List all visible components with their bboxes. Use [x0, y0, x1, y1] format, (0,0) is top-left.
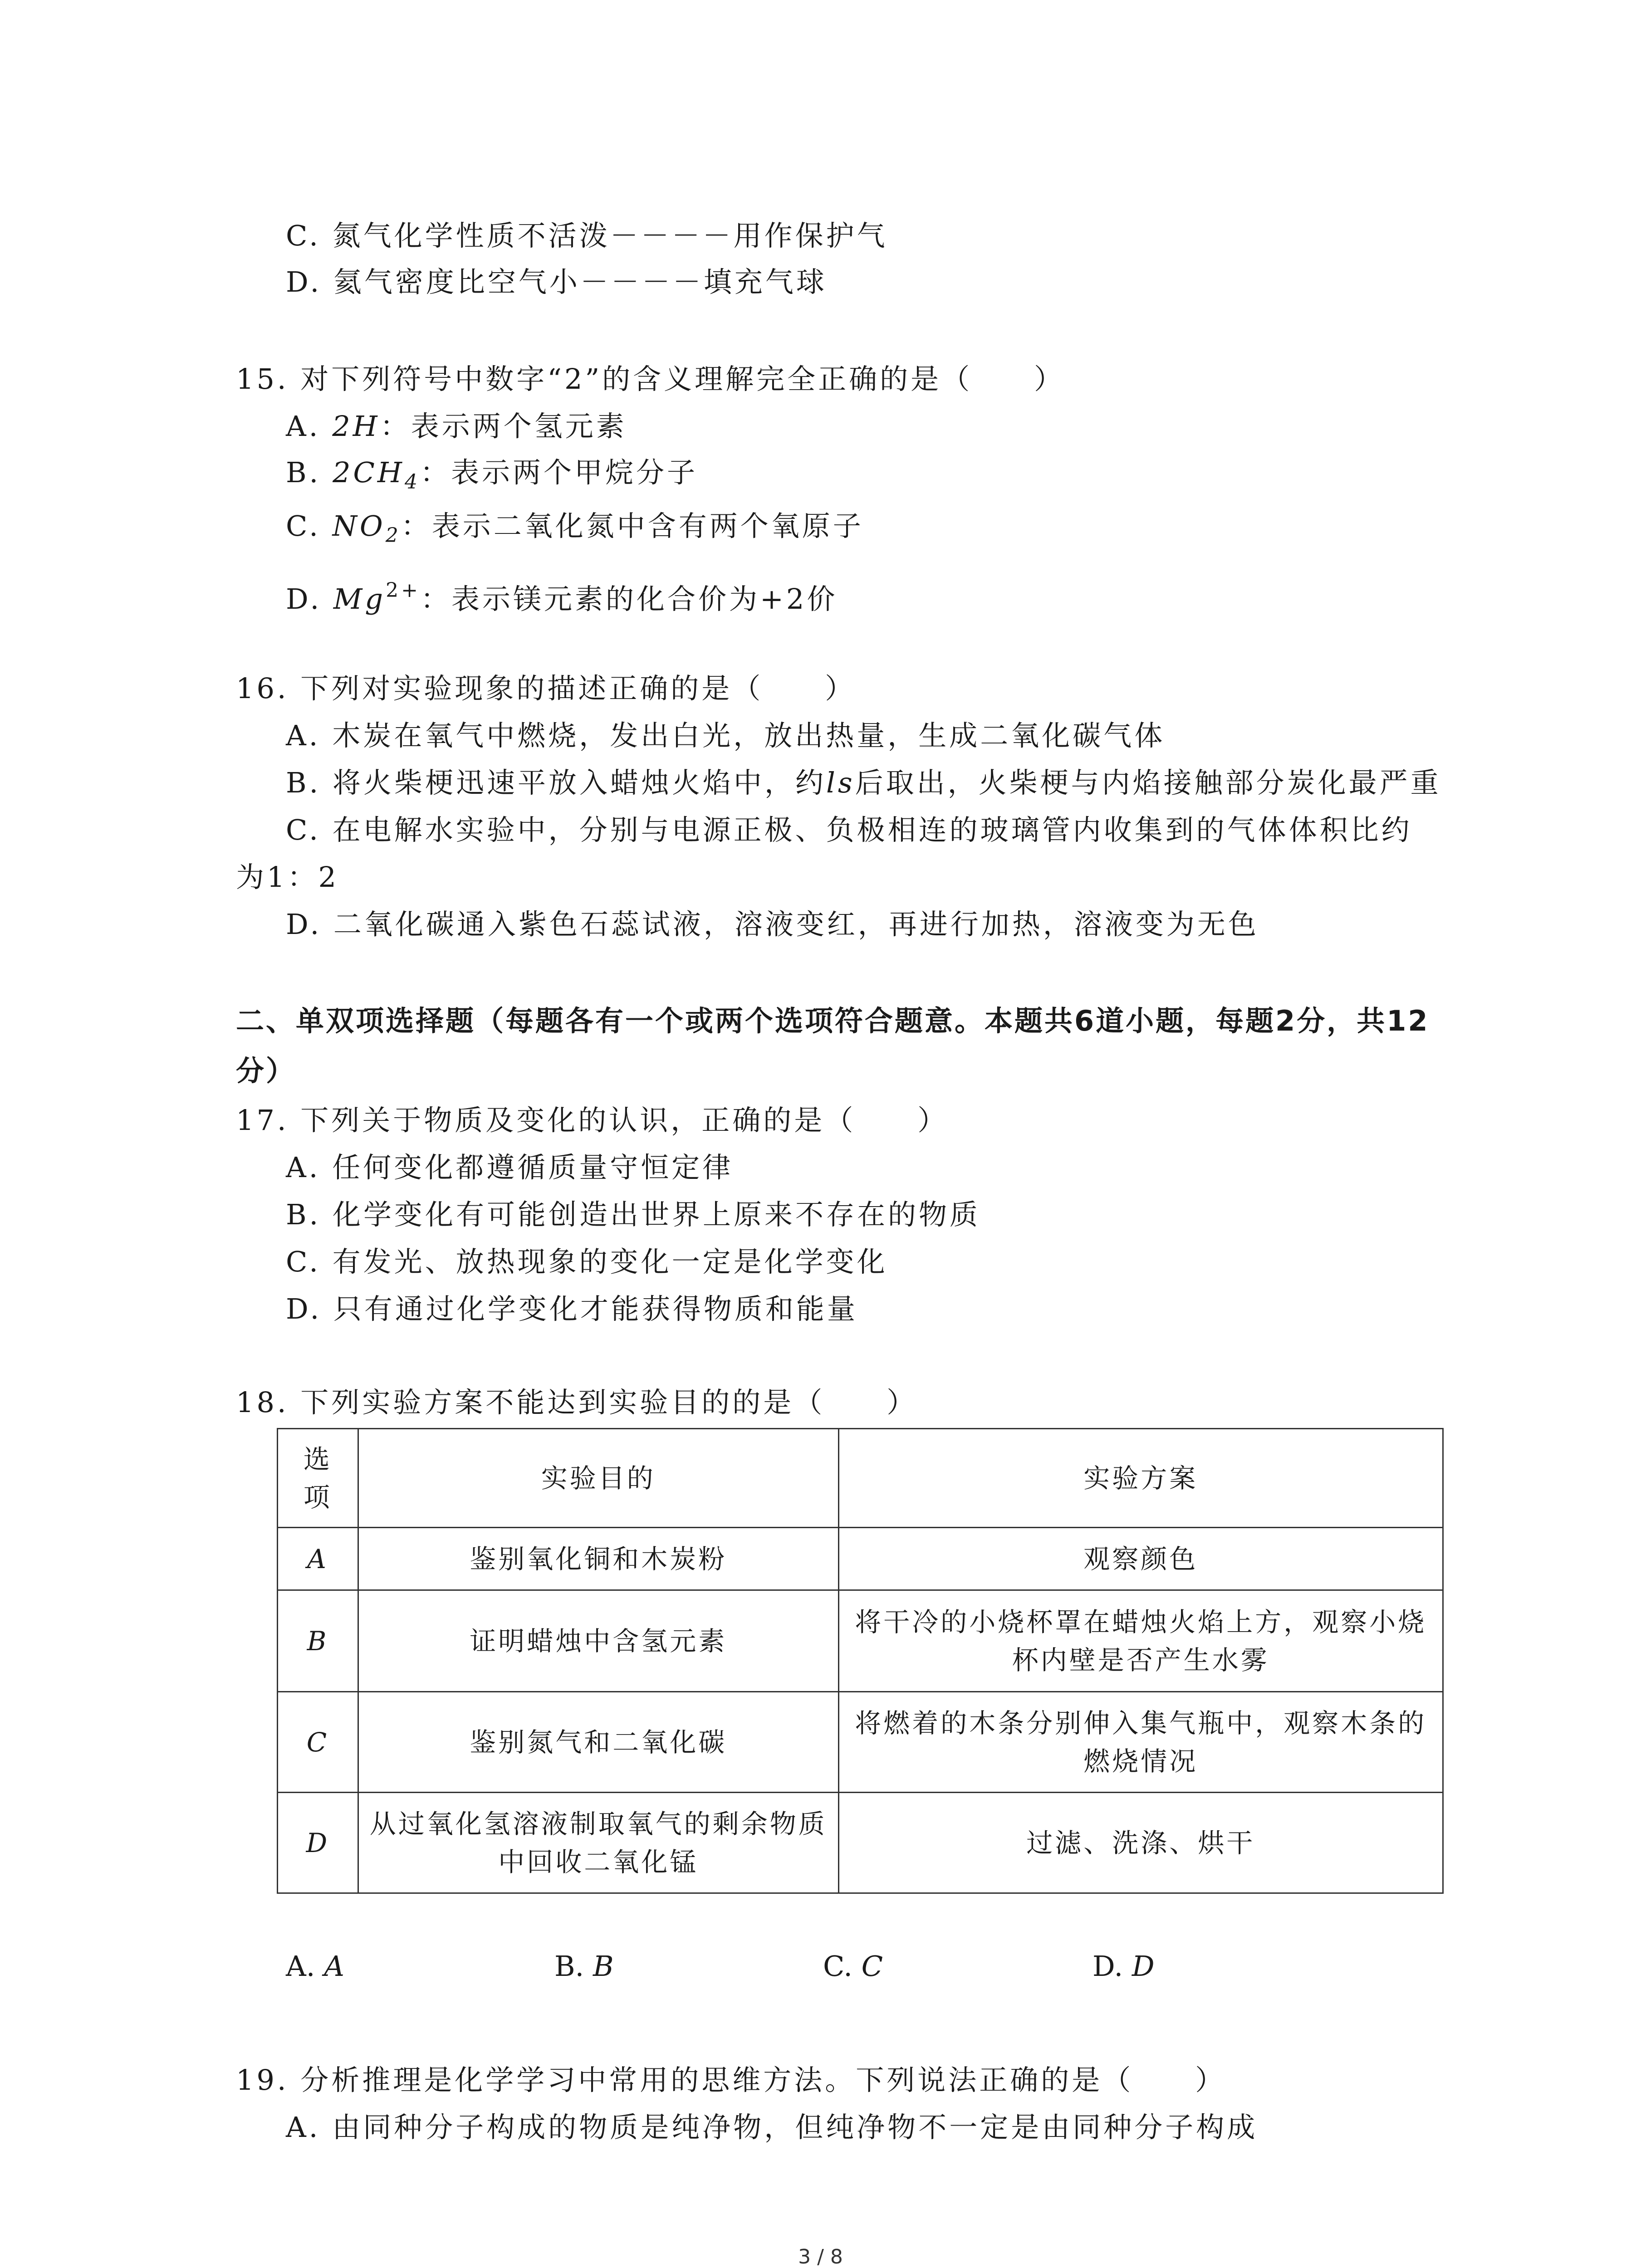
experiment-table: [277, 1428, 1444, 1894]
q15-option-c-symbol: NO: [332, 509, 386, 543]
q18-choice-c: C. C: [823, 1950, 883, 1983]
q16-option-a: A. 木炭在氧气中燃烧，发出白光，放出热量，生成二氧化碳气体: [286, 719, 1166, 752]
q15-option-d-symbol: Mg: [333, 582, 386, 616]
q14-option-c: C. 氮气化学性质不活泼－－－－用作保护气: [286, 219, 888, 252]
table-row: [278, 1528, 1443, 1590]
table-cell-option: C: [278, 1692, 358, 1793]
q16-option-b-post: 后取出，火柴梗与内焰接触部分炭化最严重: [855, 766, 1441, 799]
q14-option-d: D. 氦气密度比空气小－－－－填充气球: [286, 265, 827, 298]
table-header-row: [278, 1429, 1443, 1528]
q15-option-d: [286, 572, 838, 617]
q15-option-a-text: ：表示两个氢元素: [380, 410, 627, 443]
table-header-plan: 实验方案: [838, 1429, 1443, 1528]
table-cell-purpose: 鉴别氮气和二氧化碳: [358, 1692, 838, 1793]
q15-option-a-prefix: A.: [286, 410, 333, 443]
table-cell-plan: 将干冷的小烧杯罩在蜡烛火焰上方，观察小烧杯内壁是否产生水雾: [838, 1590, 1443, 1692]
q15-option-c-text: ：表示二氧化氮中含有两个氧原子: [401, 509, 864, 543]
q19-option-a: A. 由同种分子构成的物质是纯净物，但纯净物不一定是由同种分子构成: [286, 2111, 1258, 2144]
page-number: 3 / 8: [798, 2245, 843, 2268]
table-cell-plan: 将燃着的木条分别伸入集气瓶中，观察木条的燃烧情况: [838, 1692, 1443, 1793]
q15-option-a: [286, 408, 627, 445]
q15-option-c: [286, 508, 864, 554]
table-row: [278, 1793, 1443, 1893]
q15-option-d-superscript: 2+: [386, 579, 421, 602]
q15-option-b-prefix: B.: [286, 456, 333, 489]
section-heading-line1: 二、单双项选择题（每题各有一个或两个选项符合题意。本题共6道小题，每题2分，共12: [236, 1004, 1430, 1037]
q15-option-b-text: ：表示两个甲烷分子: [420, 456, 698, 489]
q17-option-c: C. 有发光、放热现象的变化一定是化学变化: [286, 1245, 888, 1278]
q19-stem: 19. 分析推理是化学学习中常用的思维方法。下列说法正确的是（ ）: [236, 2063, 1226, 2097]
q15-option-c-prefix: C.: [286, 509, 333, 543]
q15-option-b-symbol: 2CH: [332, 456, 405, 489]
table-cell-plan: 过滤、洗涤、烘干: [838, 1793, 1443, 1893]
q16-option-b: [286, 765, 1441, 801]
q15-option-a-symbol: 2H: [332, 410, 380, 443]
q15-stem: 15. 对下列符号中数字“2”的含义理解完全正确的是（ ）: [236, 362, 1065, 396]
table-cell-purpose: 证明蜡烛中含氢元素: [358, 1590, 838, 1692]
q16-option-b-unit: ls: [826, 766, 855, 799]
table-cell-option: D: [278, 1793, 358, 1893]
table-header-purpose: 实验目的: [358, 1429, 838, 1528]
q15-option-c-subscript: 2: [385, 524, 401, 547]
table-row: [278, 1692, 1443, 1793]
q15-option-b: [286, 455, 698, 500]
q18-stem: 18. 下列实验方案不能达到实验目的的是（ ）: [236, 1386, 918, 1419]
q16-option-d: D. 二氧化碳通入紫色石蕊试液，溶液变红，再进行加热，溶液变为无色: [286, 908, 1259, 941]
q16-stem: 16. 下列对实验现象的描述正确的是（ ）: [236, 672, 856, 705]
table-cell-purpose: 鉴别氧化铜和木炭粉: [358, 1528, 838, 1590]
q17-option-a: A. 任何变化都遵循质量守恒定律: [286, 1151, 734, 1184]
q16-option-c-line1: C. 在电解水实验中，分别与电源正极、负极相连的玻璃管内收集到的气体体积比约: [286, 813, 1412, 846]
q16-option-c-line2: 为1：2: [236, 860, 339, 894]
q17-option-d: D. 只有通过化学变化才能获得物质和能量: [286, 1292, 858, 1325]
section-heading-line2: 分）: [236, 1054, 296, 1087]
q18-choice-b: B. B: [554, 1950, 614, 1983]
table-cell-purpose: 从过氧化氢溶液制取氧气的剩余物质中回收二氧化锰: [358, 1793, 838, 1893]
q15-option-b-subscript: 4: [404, 470, 420, 494]
table-cell-plan: 观察颜色: [838, 1528, 1443, 1590]
q18-choice-d: D. D: [1092, 1950, 1155, 1983]
q17-stem: 17. 下列关于物质及变化的认识，正确的是（ ）: [236, 1104, 949, 1137]
table-header-option: 选项: [278, 1429, 358, 1528]
q18-choice-a: A. A: [286, 1950, 344, 1983]
table-row: [278, 1590, 1443, 1692]
table-cell-option: A: [278, 1528, 358, 1590]
q15-option-d-text: ：表示镁元素的化合价为+2价: [420, 582, 838, 616]
q16-option-b-pre: B. 将火柴梗迅速平放入蜡烛火焰中，约: [286, 766, 826, 799]
q15-option-d-prefix: D.: [286, 582, 333, 616]
table-cell-option: B: [278, 1590, 358, 1692]
section-heading: [236, 996, 1452, 1096]
q17-option-b: B. 化学变化有可能创造出世界上原来不存在的物质: [286, 1198, 980, 1231]
